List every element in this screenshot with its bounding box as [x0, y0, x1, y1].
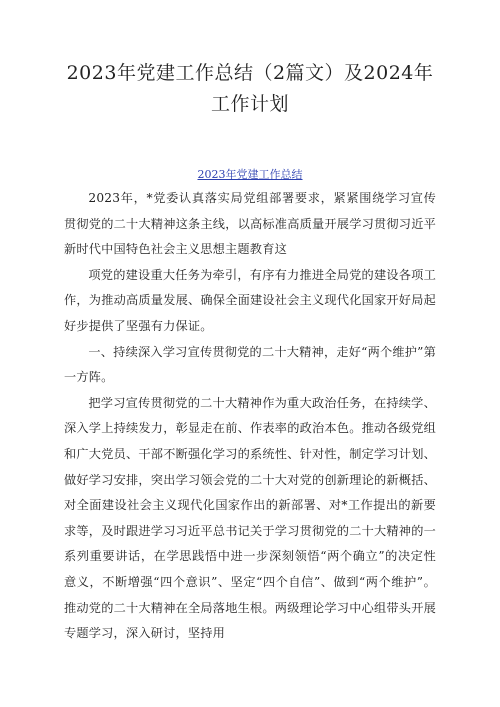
- document-title: [60, 58, 440, 120]
- paragraph: 2023年，*党委认真落实局党组部署要求，紧紧围绕学习宣传贯彻党的二十大精神这条主线，以高标准高质量开展学习贯彻习近平新时代中国特色社会主义思想主题教育这: [64, 191, 436, 257]
- paragraph: 把学习宣传贯彻党的二十大精神作为重大政治任务，在持续学、深入学上持续发力，彰显走在前、作表率的政治本色。推动各级党组和广大党员、干部不断强化学习的系统性、针对性，制定学习计划、做好学习安排，突出学习领会党的二十大对党的创新理论的新概括、对全面建设社会主义现代化国家作出的新部署、对*工作提出的新要求等，及时跟进学习习近平总书记关于学习贯彻党的二十大精神的一系列重要讲话，在学思践悟中进一步深刻领悟“两个确立”的决定性意义，不断增强“四个意识”、坚定“四个自信”、做到“两个维护”。推动党的二十大精神在全局落地生根。两级理论学习中心组带头开展专题学习，深入研讨，坚持用: [64, 395, 436, 641]
- title-line-1: 2023年党建工作总结（2篇文）及2024年: [66, 62, 434, 84]
- paragraph: 一、持续深入学习宣传贯彻党的二十大精神，走好“两个维护”第一方阵。: [64, 344, 436, 385]
- body-text: [64, 186, 436, 647]
- paragraph: 项党的建设重大任务为牵引，有序有力推进全局党的建设各项工作，为推动高质量发展、确保全面建设社会主义现代化国家开好局起好步提供了坚强有力保证。: [64, 267, 436, 333]
- section-link[interactable]: 2023年党建工作总结: [197, 168, 303, 181]
- title-line-2: 工作计划: [210, 93, 289, 115]
